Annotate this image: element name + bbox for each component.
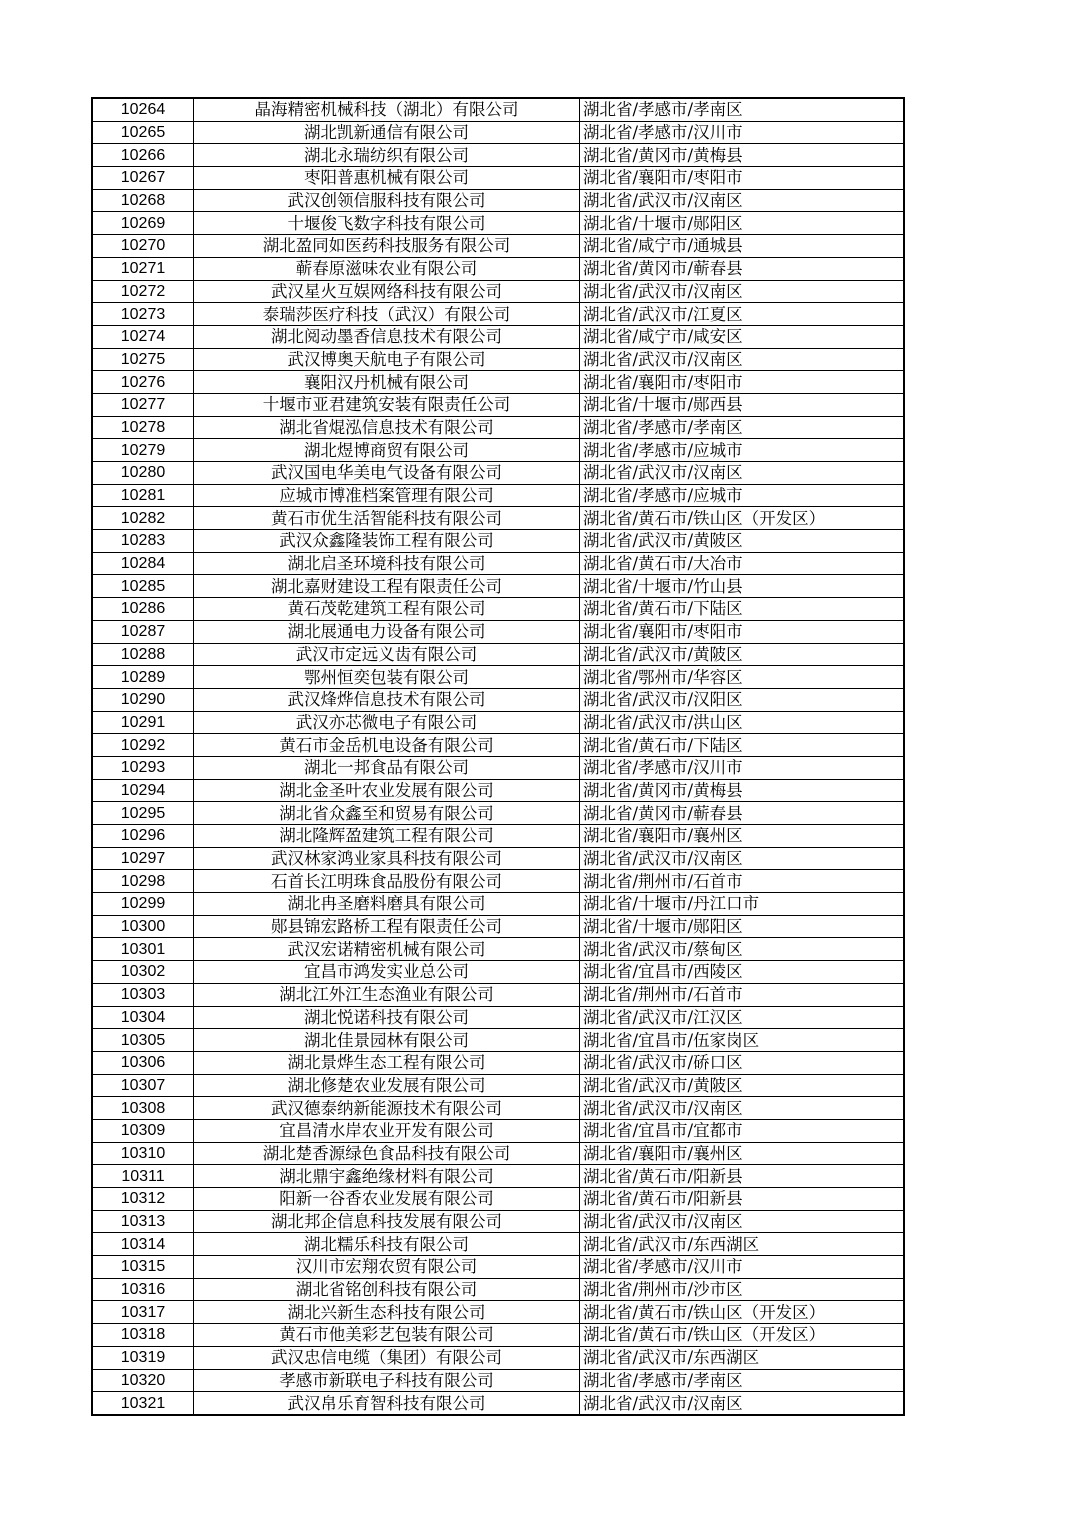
company-name-cell: 枣阳普惠机械有限公司 <box>194 167 580 190</box>
company-name-cell: 湖北展通电力设备有限公司 <box>194 620 580 643</box>
location-cell: 湖北省/鄂州市/华容区 <box>580 666 905 689</box>
table-row <box>92 1188 904 1211</box>
company-name-cell: 湖北楚香源绿色食品科技有限公司 <box>194 1142 580 1165</box>
company-name-cell: 泰瑞莎医疗科技（武汉）有限公司 <box>194 303 580 326</box>
row-number-cell: 10264 <box>92 98 194 121</box>
table-row <box>92 1006 904 1029</box>
row-number-cell: 10317 <box>92 1301 194 1324</box>
table-row <box>92 144 904 167</box>
location-cell: 湖北省/黄石市/铁山区（开发区） <box>580 507 905 530</box>
row-number-cell: 10315 <box>92 1256 194 1279</box>
table-row <box>92 870 904 893</box>
table-row <box>92 393 904 416</box>
table-row <box>92 439 904 462</box>
location-cell: 湖北省/孝感市/孝南区 <box>580 1369 905 1392</box>
company-name-cell: 湖北江外江生态渔业有限公司 <box>194 983 580 1006</box>
company-name-cell: 武汉帛乐育智科技有限公司 <box>194 1392 580 1415</box>
company-name-cell: 武汉林家鸿业家具科技有限公司 <box>194 847 580 870</box>
row-number-cell: 10306 <box>92 1051 194 1074</box>
company-name-cell: 湖北省焜泓信息技术有限公司 <box>194 416 580 439</box>
row-number-cell: 10277 <box>92 393 194 416</box>
row-number-cell: 10313 <box>92 1210 194 1233</box>
location-cell: 湖北省/武汉市/汉南区 <box>580 1210 905 1233</box>
row-number-cell: 10299 <box>92 893 194 916</box>
table-row <box>92 938 904 961</box>
location-cell: 湖北省/武汉市/黄陂区 <box>580 643 905 666</box>
location-cell: 湖北省/宜昌市/伍家岗区 <box>580 1029 905 1052</box>
location-cell: 湖北省/襄阳市/襄州区 <box>580 1142 905 1165</box>
company-name-cell: 湖北省众鑫至和贸易有限公司 <box>194 802 580 825</box>
table-row <box>92 371 904 394</box>
location-cell: 湖北省/孝感市/应城市 <box>580 439 905 462</box>
row-number-cell: 10320 <box>92 1369 194 1392</box>
location-cell: 湖北省/十堰市/郧阳区 <box>580 915 905 938</box>
table-row <box>92 235 904 258</box>
company-name-cell: 孝感市新联电子科技有限公司 <box>194 1369 580 1392</box>
row-number-cell: 10298 <box>92 870 194 893</box>
company-name-cell: 十堰俊飞数字科技有限公司 <box>194 212 580 235</box>
company-name-cell: 湖北一邦食品有限公司 <box>194 756 580 779</box>
row-number-cell: 10310 <box>92 1142 194 1165</box>
table-row <box>92 1142 904 1165</box>
company-name-cell: 湖北金圣叶农业发展有限公司 <box>194 779 580 802</box>
location-cell: 湖北省/黄冈市/黄梅县 <box>580 779 905 802</box>
location-cell: 湖北省/武汉市/汉南区 <box>580 462 905 485</box>
location-cell: 湖北省/十堰市/竹山县 <box>580 575 905 598</box>
company-name-cell: 武汉市定远义齿有限公司 <box>194 643 580 666</box>
table-row <box>92 802 904 825</box>
company-name-cell: 鄂州恒奕包装有限公司 <box>194 666 580 689</box>
row-number-cell: 10290 <box>92 688 194 711</box>
row-number-cell: 10271 <box>92 257 194 280</box>
table-row <box>92 1233 904 1256</box>
company-name-cell: 湖北盈同如医药科技服务有限公司 <box>194 235 580 258</box>
table-row <box>92 961 904 984</box>
table-row <box>92 280 904 303</box>
location-cell: 湖北省/襄阳市/枣阳市 <box>580 371 905 394</box>
location-cell: 湖北省/黄石市/阳新县 <box>580 1188 905 1211</box>
company-name-cell: 湖北兴新生态科技有限公司 <box>194 1301 580 1324</box>
row-number-cell: 10269 <box>92 212 194 235</box>
table-row <box>92 1119 904 1142</box>
location-cell: 湖北省/武汉市/汉南区 <box>580 189 905 212</box>
location-cell: 湖北省/武汉市/汉阳区 <box>580 688 905 711</box>
table-row <box>92 983 904 1006</box>
row-number-cell: 10265 <box>92 121 194 144</box>
row-number-cell: 10294 <box>92 779 194 802</box>
row-number-cell: 10314 <box>92 1233 194 1256</box>
row-number-cell: 10318 <box>92 1324 194 1347</box>
location-cell: 湖北省/襄阳市/枣阳市 <box>580 620 905 643</box>
table-row <box>92 1301 904 1324</box>
table-row <box>92 620 904 643</box>
location-cell: 湖北省/孝感市/孝南区 <box>580 98 905 121</box>
row-number-cell: 10286 <box>92 598 194 621</box>
row-number-cell: 10301 <box>92 938 194 961</box>
table-row <box>92 598 904 621</box>
table-row <box>92 1029 904 1052</box>
row-number-cell: 10276 <box>92 371 194 394</box>
company-name-cell: 湖北邦企信息科技发展有限公司 <box>194 1210 580 1233</box>
location-cell: 湖北省/武汉市/蔡甸区 <box>580 938 905 961</box>
table-row <box>92 552 904 575</box>
location-cell: 湖北省/武汉市/黄陂区 <box>580 530 905 553</box>
row-number-cell: 10295 <box>92 802 194 825</box>
location-cell: 湖北省/黄冈市/蕲春县 <box>580 257 905 280</box>
location-cell: 湖北省/武汉市/汉南区 <box>580 348 905 371</box>
row-number-cell: 10266 <box>92 144 194 167</box>
table-row <box>92 484 904 507</box>
company-name-cell: 湖北佳景园林有限公司 <box>194 1029 580 1052</box>
table-row <box>92 1256 904 1279</box>
location-cell: 湖北省/襄阳市/枣阳市 <box>580 167 905 190</box>
location-cell: 湖北省/武汉市/汉南区 <box>580 1392 905 1415</box>
location-cell: 湖北省/宜昌市/西陵区 <box>580 961 905 984</box>
row-number-cell: 10300 <box>92 915 194 938</box>
company-name-cell: 湖北凯新通信有限公司 <box>194 121 580 144</box>
company-name-cell: 应城市博准档案管理有限公司 <box>194 484 580 507</box>
table-row <box>92 462 904 485</box>
row-number-cell: 10308 <box>92 1097 194 1120</box>
company-name-cell: 武汉创领信服科技有限公司 <box>194 189 580 212</box>
location-cell: 湖北省/荆州市/石首市 <box>580 870 905 893</box>
company-name-cell: 武汉德泰纳新能源技术有限公司 <box>194 1097 580 1120</box>
table-row <box>92 643 904 666</box>
row-number-cell: 10278 <box>92 416 194 439</box>
location-cell: 湖北省/武汉市/汉南区 <box>580 847 905 870</box>
table-row <box>92 167 904 190</box>
company-name-cell: 湖北景烨生态工程有限公司 <box>194 1051 580 1074</box>
table-row <box>92 1392 904 1415</box>
row-number-cell: 10305 <box>92 1029 194 1052</box>
location-cell: 湖北省/武汉市/江夏区 <box>580 303 905 326</box>
company-name-cell: 黄石市优生活智能科技有限公司 <box>194 507 580 530</box>
company-name-cell: 汉川市宏翔农贸有限公司 <box>194 1256 580 1279</box>
location-cell: 湖北省/武汉市/黄陂区 <box>580 1074 905 1097</box>
company-name-cell: 十堰市亚君建筑安装有限责任公司 <box>194 393 580 416</box>
location-cell: 湖北省/武汉市/江汉区 <box>580 1006 905 1029</box>
table-row <box>92 507 904 530</box>
row-number-cell: 10284 <box>92 552 194 575</box>
company-name-cell: 石首长江明珠食品股份有限公司 <box>194 870 580 893</box>
table-row <box>92 189 904 212</box>
company-name-cell: 武汉亦芯微电子有限公司 <box>194 711 580 734</box>
company-name-cell: 湖北冉圣磨料磨具有限公司 <box>194 893 580 916</box>
row-number-cell: 10303 <box>92 983 194 1006</box>
company-name-cell: 湖北煜博商贸有限公司 <box>194 439 580 462</box>
table-row <box>92 734 904 757</box>
company-name-cell: 襄阳汉丹机械有限公司 <box>194 371 580 394</box>
table-row <box>92 257 904 280</box>
row-number-cell: 10285 <box>92 575 194 598</box>
location-cell: 湖北省/黄石市/大冶市 <box>580 552 905 575</box>
location-cell: 湖北省/襄阳市/襄州区 <box>580 825 905 848</box>
company-name-cell: 湖北鼎宇鑫绝缘材料有限公司 <box>194 1165 580 1188</box>
row-number-cell: 10281 <box>92 484 194 507</box>
row-number-cell: 10293 <box>92 756 194 779</box>
row-number-cell: 10292 <box>92 734 194 757</box>
row-number-cell: 10321 <box>92 1392 194 1415</box>
row-number-cell: 10282 <box>92 507 194 530</box>
company-name-cell: 武汉宏诺精密机械有限公司 <box>194 938 580 961</box>
row-number-cell: 10283 <box>92 530 194 553</box>
location-cell: 湖北省/武汉市/洪山区 <box>580 711 905 734</box>
row-number-cell: 10288 <box>92 643 194 666</box>
table-row <box>92 575 904 598</box>
location-cell: 湖北省/黄石市/阳新县 <box>580 1165 905 1188</box>
table-row <box>92 893 904 916</box>
row-number-cell: 10287 <box>92 620 194 643</box>
location-cell: 湖北省/武汉市/东西湖区 <box>580 1346 905 1369</box>
table-row <box>92 1324 904 1347</box>
company-name-cell: 武汉国电华美电气设备有限公司 <box>194 462 580 485</box>
row-number-cell: 10275 <box>92 348 194 371</box>
company-name-cell: 湖北糯乐科技有限公司 <box>194 1233 580 1256</box>
table-row <box>92 1165 904 1188</box>
row-number-cell: 10274 <box>92 325 194 348</box>
company-name-cell: 湖北省铭创科技有限公司 <box>194 1278 580 1301</box>
row-number-cell: 10279 <box>92 439 194 462</box>
company-name-cell: 宜昌市鸿发实业总公司 <box>194 961 580 984</box>
company-name-cell: 晶海精密机械科技（湖北）有限公司 <box>194 98 580 121</box>
location-cell: 湖北省/十堰市/郧西县 <box>580 393 905 416</box>
company-name-cell: 黄石茂乾建筑工程有限公司 <box>194 598 580 621</box>
table-row <box>92 915 904 938</box>
location-cell: 湖北省/黄石市/下陆区 <box>580 734 905 757</box>
table-row <box>92 779 904 802</box>
table-row <box>92 756 904 779</box>
company-name-cell: 湖北阅动墨香信息技术有限公司 <box>194 325 580 348</box>
company-name-cell: 阳新一谷香农业发展有限公司 <box>194 1188 580 1211</box>
table-row <box>92 212 904 235</box>
location-cell: 湖北省/黄石市/铁山区（开发区） <box>580 1301 905 1324</box>
company-name-cell: 武汉众鑫隆装饰工程有限公司 <box>194 530 580 553</box>
location-cell: 湖北省/宜昌市/宜都市 <box>580 1119 905 1142</box>
row-number-cell: 10296 <box>92 825 194 848</box>
table-row <box>92 121 904 144</box>
table-row <box>92 416 904 439</box>
company-name-cell: 湖北悦诺科技有限公司 <box>194 1006 580 1029</box>
location-cell: 湖北省/荆州市/沙市区 <box>580 1278 905 1301</box>
table-body <box>92 98 904 1415</box>
location-cell: 湖北省/黄冈市/蕲春县 <box>580 802 905 825</box>
location-cell: 湖北省/咸宁市/通城县 <box>580 235 905 258</box>
row-number-cell: 10311 <box>92 1165 194 1188</box>
table-row <box>92 1097 904 1120</box>
company-list-table <box>91 97 905 1416</box>
row-number-cell: 10304 <box>92 1006 194 1029</box>
location-cell: 湖北省/孝感市/汉川市 <box>580 121 905 144</box>
location-cell: 湖北省/武汉市/汉南区 <box>580 1097 905 1120</box>
row-number-cell: 10297 <box>92 847 194 870</box>
table-row <box>92 1051 904 1074</box>
company-name-cell: 湖北永瑞纺织有限公司 <box>194 144 580 167</box>
company-name-cell: 黄石市他美彩艺包装有限公司 <box>194 1324 580 1347</box>
location-cell: 湖北省/黄石市/铁山区（开发区） <box>580 1324 905 1347</box>
company-name-cell: 郧县锦宏路桥工程有限责任公司 <box>194 915 580 938</box>
location-cell: 湖北省/武汉市/硚口区 <box>580 1051 905 1074</box>
table-row <box>92 303 904 326</box>
row-number-cell: 10302 <box>92 961 194 984</box>
row-number-cell: 10309 <box>92 1119 194 1142</box>
table-row <box>92 325 904 348</box>
company-name-cell: 武汉博奥天航电子有限公司 <box>194 348 580 371</box>
table-row <box>92 1346 904 1369</box>
company-name-cell: 湖北隆辉盈建筑工程有限公司 <box>194 825 580 848</box>
row-number-cell: 10316 <box>92 1278 194 1301</box>
row-number-cell: 10289 <box>92 666 194 689</box>
location-cell: 湖北省/孝感市/汉川市 <box>580 756 905 779</box>
location-cell: 湖北省/十堰市/郧阳区 <box>580 212 905 235</box>
row-number-cell: 10291 <box>92 711 194 734</box>
table-row <box>92 825 904 848</box>
table-row <box>92 1210 904 1233</box>
company-name-cell: 宜昌清水岸农业开发有限公司 <box>194 1119 580 1142</box>
company-name-cell: 湖北启圣环境科技有限公司 <box>194 552 580 575</box>
table-row <box>92 1369 904 1392</box>
company-name-cell: 湖北修楚农业发展有限公司 <box>194 1074 580 1097</box>
company-name-cell: 武汉星火互娱网络科技有限公司 <box>194 280 580 303</box>
location-cell: 湖北省/黄冈市/黄梅县 <box>580 144 905 167</box>
table-row <box>92 98 904 121</box>
table-row <box>92 530 904 553</box>
row-number-cell: 10270 <box>92 235 194 258</box>
table-row <box>92 1074 904 1097</box>
location-cell: 湖北省/十堰市/丹江口市 <box>580 893 905 916</box>
row-number-cell: 10272 <box>92 280 194 303</box>
row-number-cell: 10268 <box>92 189 194 212</box>
row-number-cell: 10267 <box>92 167 194 190</box>
table-row <box>92 688 904 711</box>
table-row <box>92 847 904 870</box>
table-row <box>92 666 904 689</box>
company-name-cell: 湖北嘉财建设工程有限责任公司 <box>194 575 580 598</box>
company-name-cell: 黄石市金岳机电设备有限公司 <box>194 734 580 757</box>
table-row <box>92 348 904 371</box>
location-cell: 湖北省/荆州市/石首市 <box>580 983 905 1006</box>
row-number-cell: 10280 <box>92 462 194 485</box>
location-cell: 湖北省/武汉市/东西湖区 <box>580 1233 905 1256</box>
location-cell: 湖北省/咸宁市/咸安区 <box>580 325 905 348</box>
location-cell: 湖北省/孝感市/应城市 <box>580 484 905 507</box>
location-cell: 湖北省/武汉市/汉南区 <box>580 280 905 303</box>
row-number-cell: 10312 <box>92 1188 194 1211</box>
company-name-cell: 武汉忠信电缆（集团）有限公司 <box>194 1346 580 1369</box>
location-cell: 湖北省/孝感市/汉川市 <box>580 1256 905 1279</box>
company-name-cell: 蕲春原滋味农业有限公司 <box>194 257 580 280</box>
table-row <box>92 1278 904 1301</box>
location-cell: 湖北省/孝感市/孝南区 <box>580 416 905 439</box>
row-number-cell: 10319 <box>92 1346 194 1369</box>
location-cell: 湖北省/黄石市/下陆区 <box>580 598 905 621</box>
company-name-cell: 武汉烽烨信息技术有限公司 <box>194 688 580 711</box>
row-number-cell: 10273 <box>92 303 194 326</box>
row-number-cell: 10307 <box>92 1074 194 1097</box>
table-row <box>92 711 904 734</box>
